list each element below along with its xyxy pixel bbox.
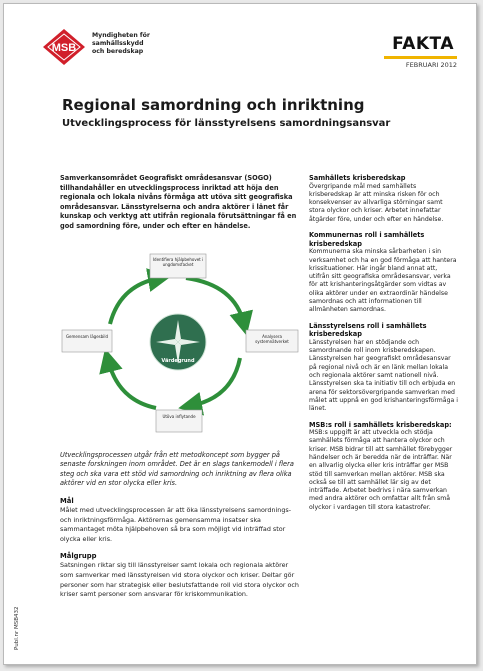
header-accent-rule — [384, 56, 457, 59]
arrow-right-bottom — [190, 358, 240, 406]
section-heading: Målgrupp — [60, 552, 97, 561]
sidebar-column — [309, 174, 459, 519]
arrow-left-top — [110, 278, 160, 324]
arrow-bottom-left — [108, 360, 156, 408]
publication-date: FEBRUARI 2012 — [405, 61, 457, 69]
page-title: Regional samordning och inriktning — [62, 96, 365, 114]
msb-logo-icon — [42, 28, 86, 66]
section-heading: Mål — [60, 496, 74, 505]
node-top — [150, 254, 206, 278]
node-top-label: Identifiera hjälpbehovet i ungdomsfacket — [152, 256, 204, 267]
sidebar-section — [309, 421, 459, 513]
node-bottom — [156, 410, 202, 432]
document-type-label: FAKTA — [392, 34, 454, 54]
sidebar-section — [309, 231, 459, 315]
sidebar-body: Övergripande mål med samhällets krisberedskap är att minska risken för och konsekvenser av allvarliga störningar samt stora olyckor och kriser. Arbetet innefattar åtgärder före, under och efter en händelse. — [309, 182, 444, 223]
section-body: Satsningen riktar sig till länsstyrelser samt lokala och regionala aktörer som samverkar med länsstyrelsen vid stora olyckor och kriser. Deltar gör personer som har strategisk eller beslutsfattande roll vid stora olyckor och kriser samt personer som ansvarar för kriskommunikation. — [60, 561, 299, 599]
sidebar-section — [309, 174, 459, 224]
sidebar-heading: Samhällets krisberedskap — [309, 174, 406, 182]
diagram-caption: Utvecklingsprocessen utgår från ett metodkoncept som bygger på senaste forskningen inom området. Det är en slags tankemodell i flera steg och ska vara ett stöd vid samordning och inriktning av flera olika aktörer vid en stor olycka eller kris. — [60, 450, 294, 488]
center-label: Värdegrund — [161, 357, 195, 364]
sidebar-section — [309, 322, 459, 414]
sidebar-heading: Kommunernas roll i samhällets krisberedskap — [309, 231, 425, 248]
page-subtitle: Utvecklingsprocess för länsstyrelsens samordningsansvar — [62, 118, 391, 129]
fact-sheet-page — [3, 3, 477, 665]
section-goal — [60, 497, 300, 544]
center-compass-icon — [150, 314, 206, 370]
sidebar-heading: MSB:s roll i samhällets krisberedskap: — [309, 420, 452, 429]
process-diagram — [60, 240, 300, 445]
sidebar-body: Länsstyrelsen har en stödjande och samordnande roll inom krisberedskapen. Länsstyrelsen har geografiskt områdesansvar på regional nivå och är en länk mellan lokala och regionala aktörer samt nationell nivå. Länsstyrelsen ska ta initiativ till och erbjuda en arena för sektorsövergripande samverkan med målet att uppnå en god krishanteringsförmåga i länet. — [309, 338, 459, 413]
sidebar-body: MSB:s uppgift är att utveckla och stödja samhällets förmåga att hantera olyckor och kriser. MSB bidrar till att samhället förebygger händelser och är beredda när de inträffar. När en allvarlig olycka eller kris inträffar ger MSB stöd till samverkan mellan aktörer. MSB ska också se till att samhället lär sig av det inträffade. Arbetet bedrivs i nära samverkan med andra aktörer och omfattar allt från små olyckor i vardagen till stora katastrofer. — [309, 429, 453, 511]
sidebar-body: Kommunerna ska minska sårbarheten i sin verksamhet och ha en god förmåga att hantera krissituationer. Här ingår bland annat att, utifrån sitt geografiska områdesansvar, verka för att krishanteringsåtgärder som vidtas av olika aktörer under en extraordinär händelse samordnas och att informationen till allmänheten samordnas. — [309, 248, 457, 314]
arrow-top-right — [186, 278, 244, 324]
logo-lettering: MSB — [51, 42, 77, 54]
node-bottom-label: Utöva inflytande — [162, 413, 196, 419]
org-line: samhällsskydd — [92, 40, 144, 47]
node-left-label: Gemensam lägesbild — [65, 333, 109, 339]
org-line: Myndigheten för — [92, 32, 150, 39]
org-line: och beredskap — [92, 48, 144, 55]
process-cycle-graphic — [60, 240, 300, 445]
section-body: Målet med utvecklingsprocessen är att öka länsstyrelsens samordnings- och inriktningsförmåga. Aktörernas gemensamma insatser ska sammantaget möta hjälpbehoven så bra som möjligt vid inträffad stor olycka eller kris. — [60, 505, 292, 543]
organization-name — [92, 32, 202, 56]
node-right — [246, 330, 298, 352]
main-column — [60, 174, 300, 600]
sidebar-heading: Länsstyrelsens roll i samhällets krisberedskap — [309, 321, 427, 339]
intro-paragraph: Samverkansområdet Geografiskt områdesansvar (SOGO) tillhandahåller en utvecklingsprocess inriktad att höja den regionala och lokala nivåns förmåga att utöva sitt geografiska områdesansvar. Länsstyrelserna och andra aktörer i länet får kunskap och verktyg att utifrån regionala förutsättningar få en god samordning före, under och efter en händelse. — [60, 174, 297, 230]
node-right-label: Analysera systemnätverket — [255, 333, 289, 344]
node-left — [62, 330, 112, 352]
publication-number: Publ.nr MSB432 — [14, 606, 20, 650]
section-target-group — [60, 552, 300, 599]
